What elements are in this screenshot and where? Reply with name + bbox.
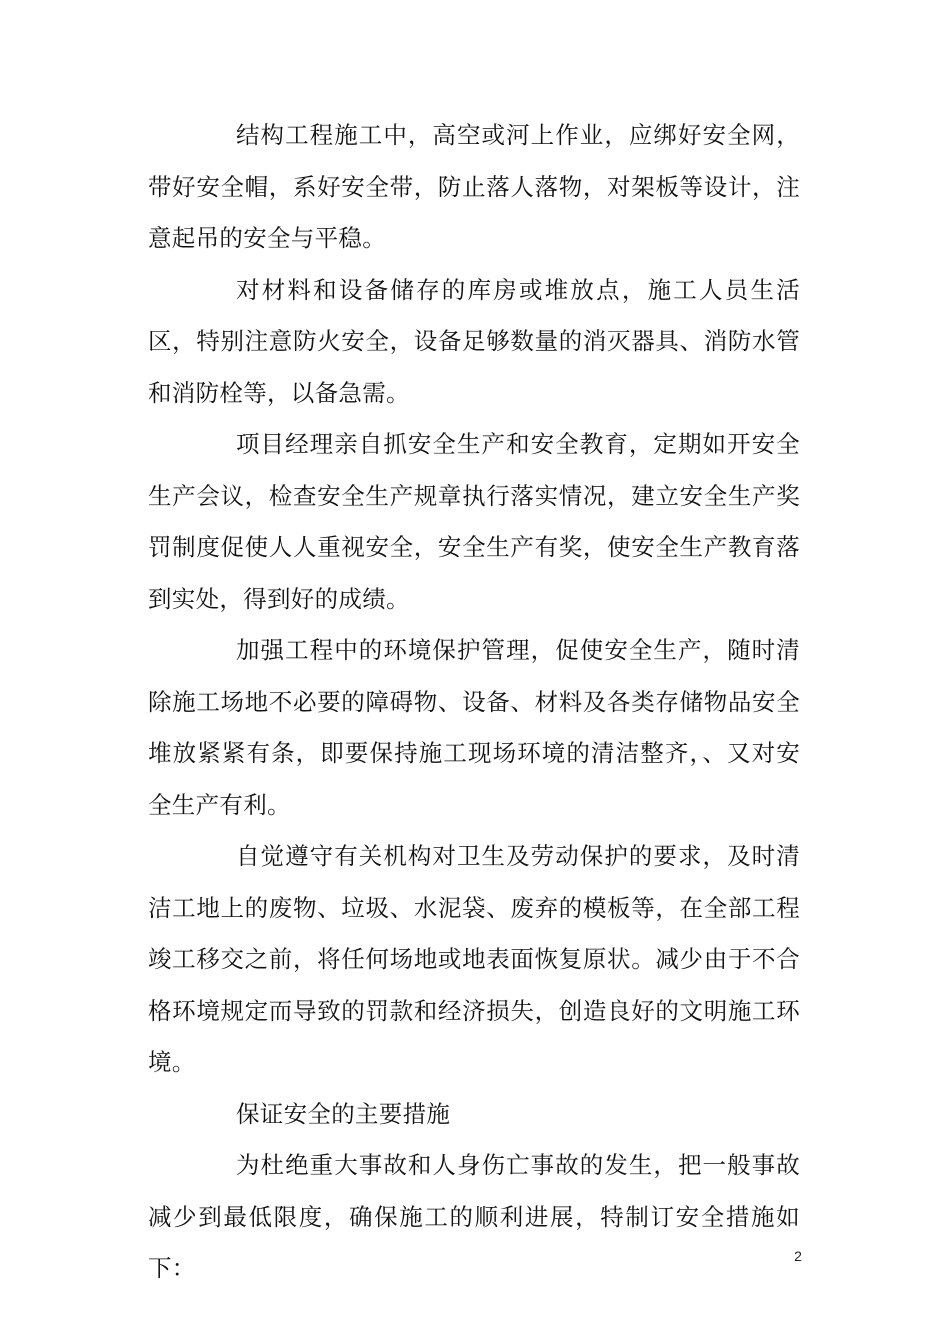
paragraph-site-cleanup: 自觉遵守有关机构对卫生及劳动保护的要求，及时清洁工地上的废物、垃圾、水泥袋、废弃的模板等，在全部工程竣工移交之前，将任何场地或地表面恢复原状。减少由于不合格环境规定而导致的罚款和经济损失，创造良好的文明施工环境。 [148,842,800,1076]
paragraph-safety-measures-intro: 为杜绝重大事故和人身伤亡事故的发生，把一般事故减少到最低限度，确保施工的顺利进展，特制订安全措施如下： [148,1151,800,1282]
body-text [148,110,800,1295]
paragraph-safety-management: 项目经理亲自抓安全生产和安全教育，定期如开安全生产会议，检查安全生产规章执行落实情况，建立安全生产奖罚制度促使人人重视安全，安全生产有奖，使安全生产教育落到实处，得到好的成绩。 [148,430,800,613]
paragraph-fire-safety: 对材料和设备储存的库房或堆放点，施工人员生活区，特别注意防火安全，设备足够数量的消灭器具、消防水管和消防栓等，以备急需。 [148,275,800,407]
section-heading-safety-measures: 保证安全的主要措施 [236,1099,451,1128]
paragraph-environment-protection: 加强工程中的环境保护管理，促使安全生产，随时清除施工场地不必要的障碍物、设备、材料及各类存储物品安全堆放紧紧有条，即要保持施工现场环境的清洁整齐，、又对安全生产有利。 [148,636,800,819]
page-number: 2 [794,1248,802,1264]
paragraph-scaffold-safety: 结构工程施工中，高空或河上作业，应绑好安全网，带好安全帽，系好安全带，防止落人落物，对架板等设计，注意起吊的安全与平稳。 [148,121,800,252]
